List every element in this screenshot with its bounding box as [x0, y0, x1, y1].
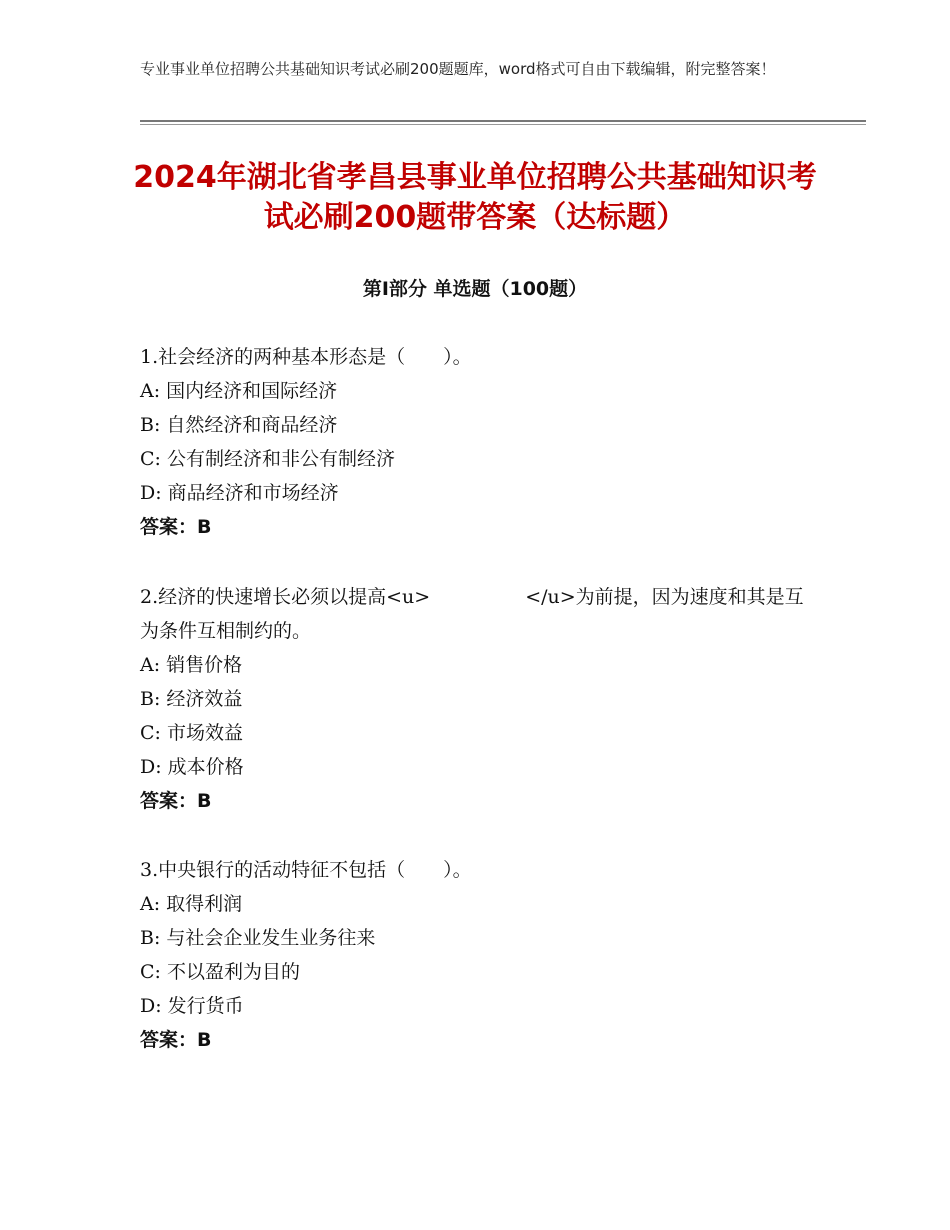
option-a: A: 国内经济和国际经济	[140, 380, 338, 402]
header-note: 专业事业单位招聘公共基础知识考试必刷200题题库，word格式可自由下载编辑，附完整答案！	[140, 60, 776, 78]
document-title: 2024年湖北省孝昌县事业单位招聘公共基础知识考试必刷200题带答案（达标题）	[133, 160, 817, 235]
option-a: A: 销售价格	[140, 654, 243, 676]
option-a: A: 取得利润	[140, 893, 243, 915]
question-2	[140, 580, 820, 818]
option-d: D: 发行货币	[140, 995, 244, 1017]
question-1	[140, 340, 820, 544]
header-divider-thin	[140, 124, 866, 125]
header-divider	[140, 120, 866, 122]
question-stem: 1.社会经济的两种基本形态是（ ）。	[140, 346, 472, 368]
option-b: B: 与社会企业发生业务往来	[140, 927, 376, 949]
option-d: D: 成本价格	[140, 756, 244, 778]
answer: 答案：B	[140, 790, 212, 812]
option-b: B: 经济效益	[140, 688, 243, 710]
question-3	[140, 853, 820, 1057]
option-d: D: 商品经济和市场经济	[140, 482, 339, 504]
question-stem: 2.经济的快速增长必须以提高<u> </u>为前提，因为速度和其是互为条件互相制约的。	[140, 586, 804, 642]
section-title: 第I部分 单选题（100题）	[362, 278, 588, 300]
option-c: C: 市场效益	[140, 722, 243, 744]
answer: 答案：B	[140, 1029, 212, 1051]
option-c: C: 不以盈利为目的	[140, 961, 300, 983]
option-b: B: 自然经济和商品经济	[140, 414, 338, 436]
answer: 答案：B	[140, 516, 212, 538]
question-stem: 3.中央银行的活动特征不包括（ ）。	[140, 859, 472, 881]
option-c: C: 公有制经济和非公有制经济	[140, 448, 395, 470]
